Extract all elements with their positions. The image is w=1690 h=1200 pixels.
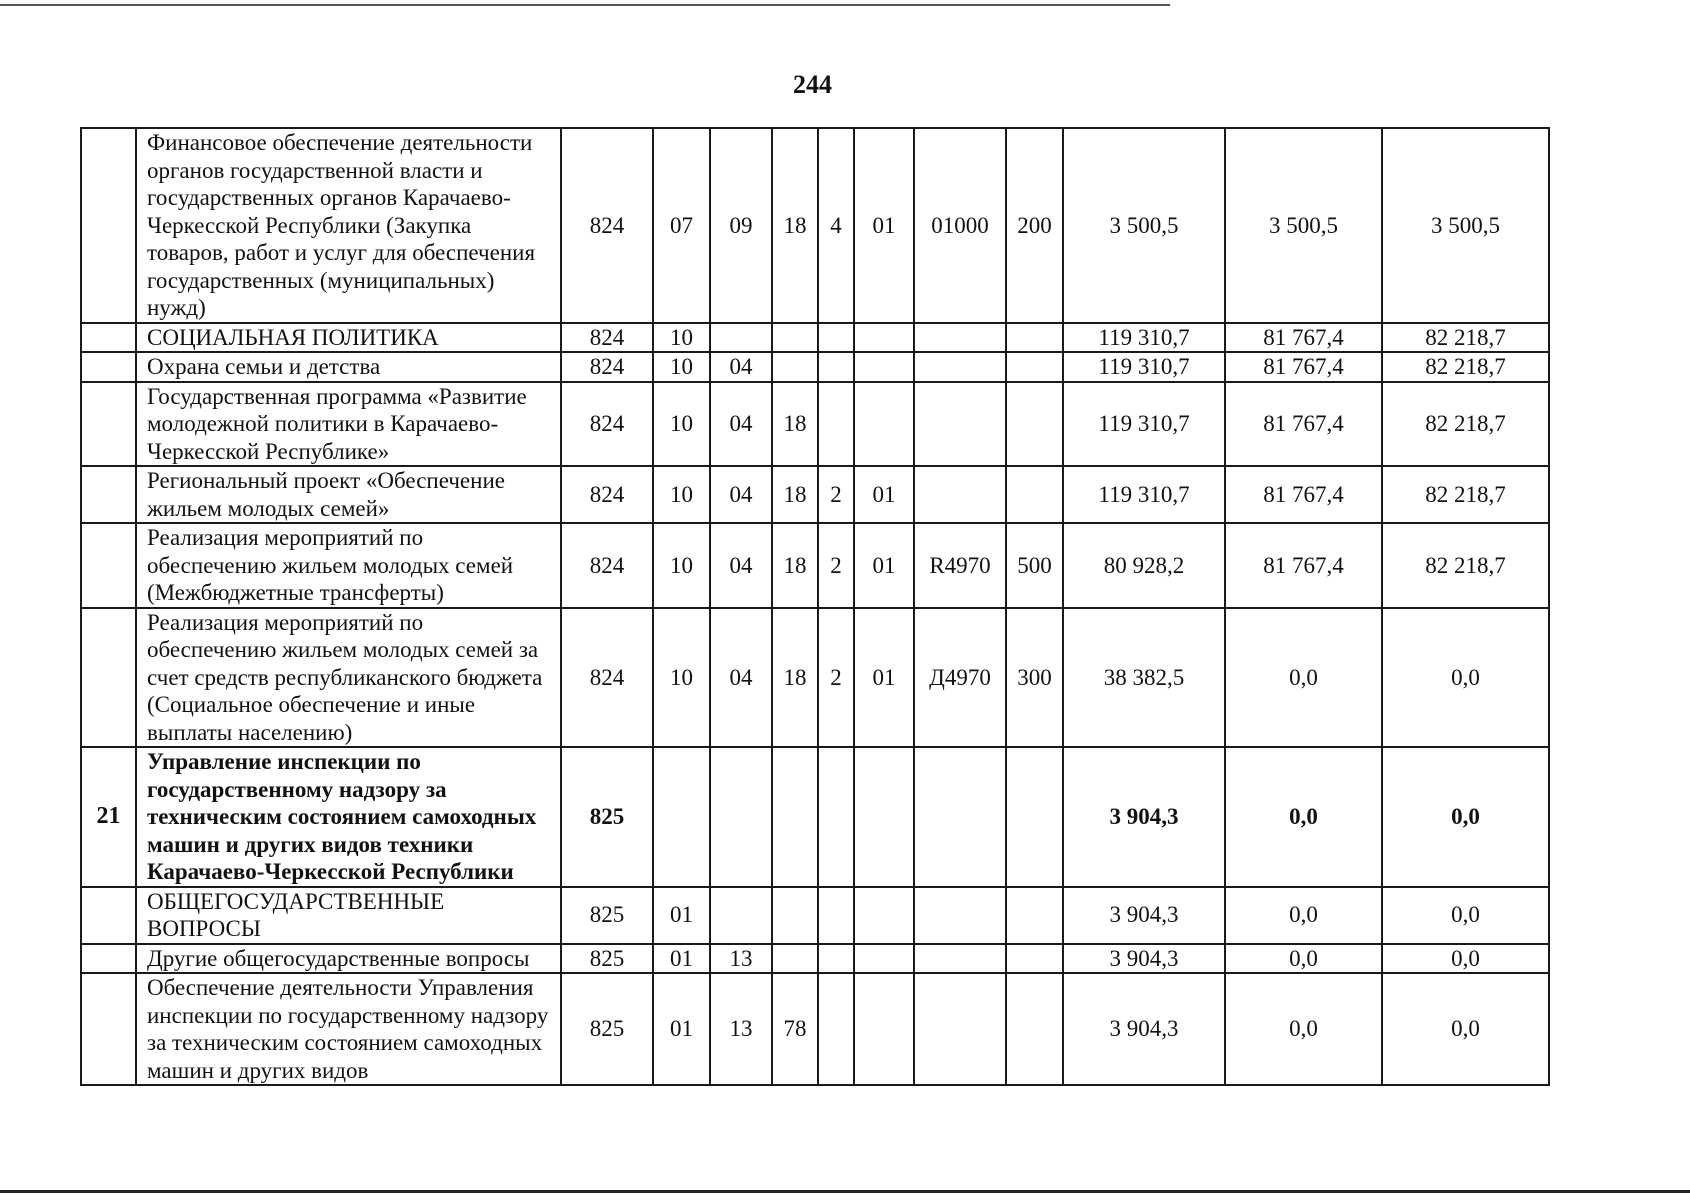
subsection-cell: 09 bbox=[710, 128, 772, 323]
amount-year1-cell: 3 904,3 bbox=[1063, 747, 1225, 887]
subprogram-code-cell bbox=[818, 887, 854, 944]
event-code-cell bbox=[854, 887, 914, 944]
amount-year2-cell: 3 500,5 bbox=[1225, 128, 1382, 323]
program-code-cell: 78 bbox=[772, 973, 818, 1085]
table-row bbox=[81, 466, 1549, 523]
amount-year2-cell: 81 767,4 bbox=[1225, 352, 1382, 382]
ved-code-cell: 824 bbox=[561, 323, 653, 353]
event-code-cell bbox=[854, 382, 914, 467]
event-code-cell: 01 bbox=[854, 608, 914, 748]
section-cell: 10 bbox=[653, 323, 710, 353]
amount-year2-cell: 81 767,4 bbox=[1225, 323, 1382, 353]
ved-code-cell: 825 bbox=[561, 973, 653, 1085]
amount-year1-cell: 80 928,2 bbox=[1063, 523, 1225, 608]
amount-year3-cell: 0,0 bbox=[1382, 608, 1549, 748]
amount-year1-cell: 3 904,3 bbox=[1063, 973, 1225, 1085]
program-code-cell: 18 bbox=[772, 523, 818, 608]
subsection-cell: 13 bbox=[710, 973, 772, 1085]
event-code-cell bbox=[854, 352, 914, 382]
amount-year1-cell: 119 310,7 bbox=[1063, 323, 1225, 353]
expense-type-cell bbox=[1006, 352, 1063, 382]
subsection-cell: 04 bbox=[710, 382, 772, 467]
table-row bbox=[81, 323, 1549, 353]
description-cell: Охрана семьи и детства bbox=[136, 352, 561, 382]
amount-year1-cell: 3 500,5 bbox=[1063, 128, 1225, 323]
ved-code-cell: 825 bbox=[561, 887, 653, 944]
event-code-cell: 01 bbox=[854, 466, 914, 523]
amount-year2-cell: 0,0 bbox=[1225, 887, 1382, 944]
section-cell: 01 bbox=[653, 973, 710, 1085]
amount-year3-cell: 3 500,5 bbox=[1382, 128, 1549, 323]
budget-table bbox=[80, 127, 1550, 1086]
amount-year1-cell: 119 310,7 bbox=[1063, 382, 1225, 467]
description-cell: СОЦИАЛЬНАЯ ПОЛИТИКА bbox=[136, 323, 561, 353]
event-code-cell: 01 bbox=[854, 128, 914, 323]
section-cell: 01 bbox=[653, 887, 710, 944]
amount-year3-cell: 0,0 bbox=[1382, 747, 1549, 887]
description-cell: Государственная программа «Развитие молодежной политики в Карачаево-Черкесской Республике» bbox=[136, 382, 561, 467]
subprogram-code-cell bbox=[818, 352, 854, 382]
expense-type-cell bbox=[1006, 944, 1063, 974]
table-row bbox=[81, 523, 1549, 608]
subsection-cell: 04 bbox=[710, 608, 772, 748]
table-row bbox=[81, 973, 1549, 1085]
table-row bbox=[81, 608, 1549, 748]
amount-year3-cell: 82 218,7 bbox=[1382, 466, 1549, 523]
section-cell bbox=[653, 747, 710, 887]
program-code-cell bbox=[772, 747, 818, 887]
subprogram-code-cell bbox=[818, 382, 854, 467]
expense-type-cell bbox=[1006, 887, 1063, 944]
program-code-cell bbox=[772, 352, 818, 382]
ved-code-cell: 824 bbox=[561, 608, 653, 748]
amount-year2-cell: 81 767,4 bbox=[1225, 382, 1382, 467]
amount-year2-cell: 0,0 bbox=[1225, 747, 1382, 887]
amount-year2-cell: 0,0 bbox=[1225, 973, 1382, 1085]
subsection-cell: 04 bbox=[710, 352, 772, 382]
description-cell: Управление инспекции по государственному надзору за техническим состоянием самоходных машин и других видов техники Карачаево-Черкесской Республики bbox=[136, 747, 561, 887]
ved-code-cell: 824 bbox=[561, 523, 653, 608]
amount-year2-cell: 81 767,4 bbox=[1225, 466, 1382, 523]
table-row bbox=[81, 352, 1549, 382]
section-cell: 10 bbox=[653, 608, 710, 748]
table-row bbox=[81, 747, 1549, 887]
page-number: 244 bbox=[793, 70, 832, 99]
row-number bbox=[81, 128, 136, 323]
section-cell: 10 bbox=[653, 382, 710, 467]
table-row bbox=[81, 128, 1549, 323]
section-cell: 07 bbox=[653, 128, 710, 323]
description-cell: Реализация мероприятий по обеспечению жильем молодых семей за счет средств республиканского бюджета (Социальное обеспечение и иные выплаты населению) bbox=[136, 608, 561, 748]
row-number bbox=[81, 944, 136, 974]
description-cell: Другие общегосударственные вопросы bbox=[136, 944, 561, 974]
row-number bbox=[81, 382, 136, 467]
amount-year1-cell: 38 382,5 bbox=[1063, 608, 1225, 748]
amount-year2-cell: 81 767,4 bbox=[1225, 523, 1382, 608]
description-cell: Региональный проект «Обеспечение жильем молодых семей» bbox=[136, 466, 561, 523]
section-cell: 01 bbox=[653, 944, 710, 974]
amount-year2-cell: 0,0 bbox=[1225, 608, 1382, 748]
amount-year3-cell: 82 218,7 bbox=[1382, 523, 1549, 608]
expense-type-cell bbox=[1006, 466, 1063, 523]
event-code-cell bbox=[854, 747, 914, 887]
amount-year3-cell: 0,0 bbox=[1382, 973, 1549, 1085]
row-number bbox=[81, 973, 136, 1085]
amount-year3-cell: 82 218,7 bbox=[1382, 352, 1549, 382]
expense-type-cell: 500 bbox=[1006, 523, 1063, 608]
expense-type-cell: 200 bbox=[1006, 128, 1063, 323]
subprogram-code-cell bbox=[818, 944, 854, 974]
event-code-cell bbox=[854, 973, 914, 1085]
direction-code-cell: R4970 bbox=[914, 523, 1006, 608]
description-cell: Финансовое обеспечение деятельности органов государственной власти и государственных органов Карачаево-Черкесской Республики (Закупка товаров, работ и услуг для обеспечения государственных (муниципальных) нужд) bbox=[136, 128, 561, 323]
amount-year3-cell: 82 218,7 bbox=[1382, 323, 1549, 353]
program-code-cell bbox=[772, 944, 818, 974]
expense-type-cell bbox=[1006, 323, 1063, 353]
row-number: 21 bbox=[81, 747, 136, 887]
amount-year3-cell: 0,0 bbox=[1382, 887, 1549, 944]
subsection-cell: 04 bbox=[710, 466, 772, 523]
subsection-cell: 04 bbox=[710, 523, 772, 608]
ved-code-cell: 825 bbox=[561, 747, 653, 887]
expense-type-cell bbox=[1006, 973, 1063, 1085]
program-code-cell: 18 bbox=[772, 382, 818, 467]
subsection-cell bbox=[710, 323, 772, 353]
event-code-cell: 01 bbox=[854, 523, 914, 608]
direction-code-cell bbox=[914, 887, 1006, 944]
row-number bbox=[81, 352, 136, 382]
event-code-cell bbox=[854, 944, 914, 974]
expense-type-cell: 300 bbox=[1006, 608, 1063, 748]
section-cell: 10 bbox=[653, 466, 710, 523]
program-code-cell: 18 bbox=[772, 608, 818, 748]
subprogram-code-cell bbox=[818, 973, 854, 1085]
direction-code-cell bbox=[914, 323, 1006, 353]
subprogram-code-cell: 2 bbox=[818, 466, 854, 523]
direction-code-cell bbox=[914, 466, 1006, 523]
expense-type-cell bbox=[1006, 382, 1063, 467]
event-code-cell bbox=[854, 323, 914, 353]
subprogram-code-cell bbox=[818, 323, 854, 353]
direction-code-cell bbox=[914, 973, 1006, 1085]
row-number bbox=[81, 466, 136, 523]
subprogram-code-cell: 4 bbox=[818, 128, 854, 323]
row-number bbox=[81, 608, 136, 748]
amount-year3-cell: 0,0 bbox=[1382, 944, 1549, 974]
amount-year2-cell: 0,0 bbox=[1225, 944, 1382, 974]
amount-year1-cell: 3 904,3 bbox=[1063, 887, 1225, 944]
direction-code-cell bbox=[914, 747, 1006, 887]
program-code-cell bbox=[772, 887, 818, 944]
subsection-cell bbox=[710, 747, 772, 887]
row-number bbox=[81, 323, 136, 353]
ved-code-cell: 824 bbox=[561, 128, 653, 323]
subsection-cell bbox=[710, 887, 772, 944]
amount-year1-cell: 3 904,3 bbox=[1063, 944, 1225, 974]
subprogram-code-cell: 2 bbox=[818, 523, 854, 608]
description-cell: ОБЩЕГОСУДАРСТВЕННЫЕ ВОПРОСЫ bbox=[136, 887, 561, 944]
section-cell: 10 bbox=[653, 352, 710, 382]
scan-edge-bottom bbox=[0, 1190, 1690, 1193]
direction-code-cell bbox=[914, 352, 1006, 382]
amount-year1-cell: 119 310,7 bbox=[1063, 466, 1225, 523]
program-code-cell: 18 bbox=[772, 466, 818, 523]
program-code-cell: 18 bbox=[772, 128, 818, 323]
row-number bbox=[81, 523, 136, 608]
ved-code-cell: 824 bbox=[561, 352, 653, 382]
ved-code-cell: 824 bbox=[561, 382, 653, 467]
row-number bbox=[81, 887, 136, 944]
table-row bbox=[81, 887, 1549, 944]
subsection-cell: 13 bbox=[710, 944, 772, 974]
description-cell: Обеспечение деятельности Управления инспекции по государственному надзору за техническим состоянием самоходных машин и других видов bbox=[136, 973, 561, 1085]
direction-code-cell: Д4970 bbox=[914, 608, 1006, 748]
subprogram-code-cell bbox=[818, 747, 854, 887]
direction-code-cell: 01000 bbox=[914, 128, 1006, 323]
direction-code-cell bbox=[914, 944, 1006, 974]
ved-code-cell: 824 bbox=[561, 466, 653, 523]
expense-type-cell bbox=[1006, 747, 1063, 887]
table-row bbox=[81, 944, 1549, 974]
section-cell: 10 bbox=[653, 523, 710, 608]
table-body bbox=[81, 128, 1549, 1085]
description-cell: Реализация мероприятий по обеспечению жильем молодых семей (Межбюджетные трансферты) bbox=[136, 523, 561, 608]
subprogram-code-cell: 2 bbox=[818, 608, 854, 748]
amount-year1-cell: 119 310,7 bbox=[1063, 352, 1225, 382]
amount-year3-cell: 82 218,7 bbox=[1382, 382, 1549, 467]
table-row bbox=[81, 382, 1549, 467]
ved-code-cell: 825 bbox=[561, 944, 653, 974]
direction-code-cell bbox=[914, 382, 1006, 467]
program-code-cell bbox=[772, 323, 818, 353]
scan-edge-top bbox=[0, 4, 1170, 6]
